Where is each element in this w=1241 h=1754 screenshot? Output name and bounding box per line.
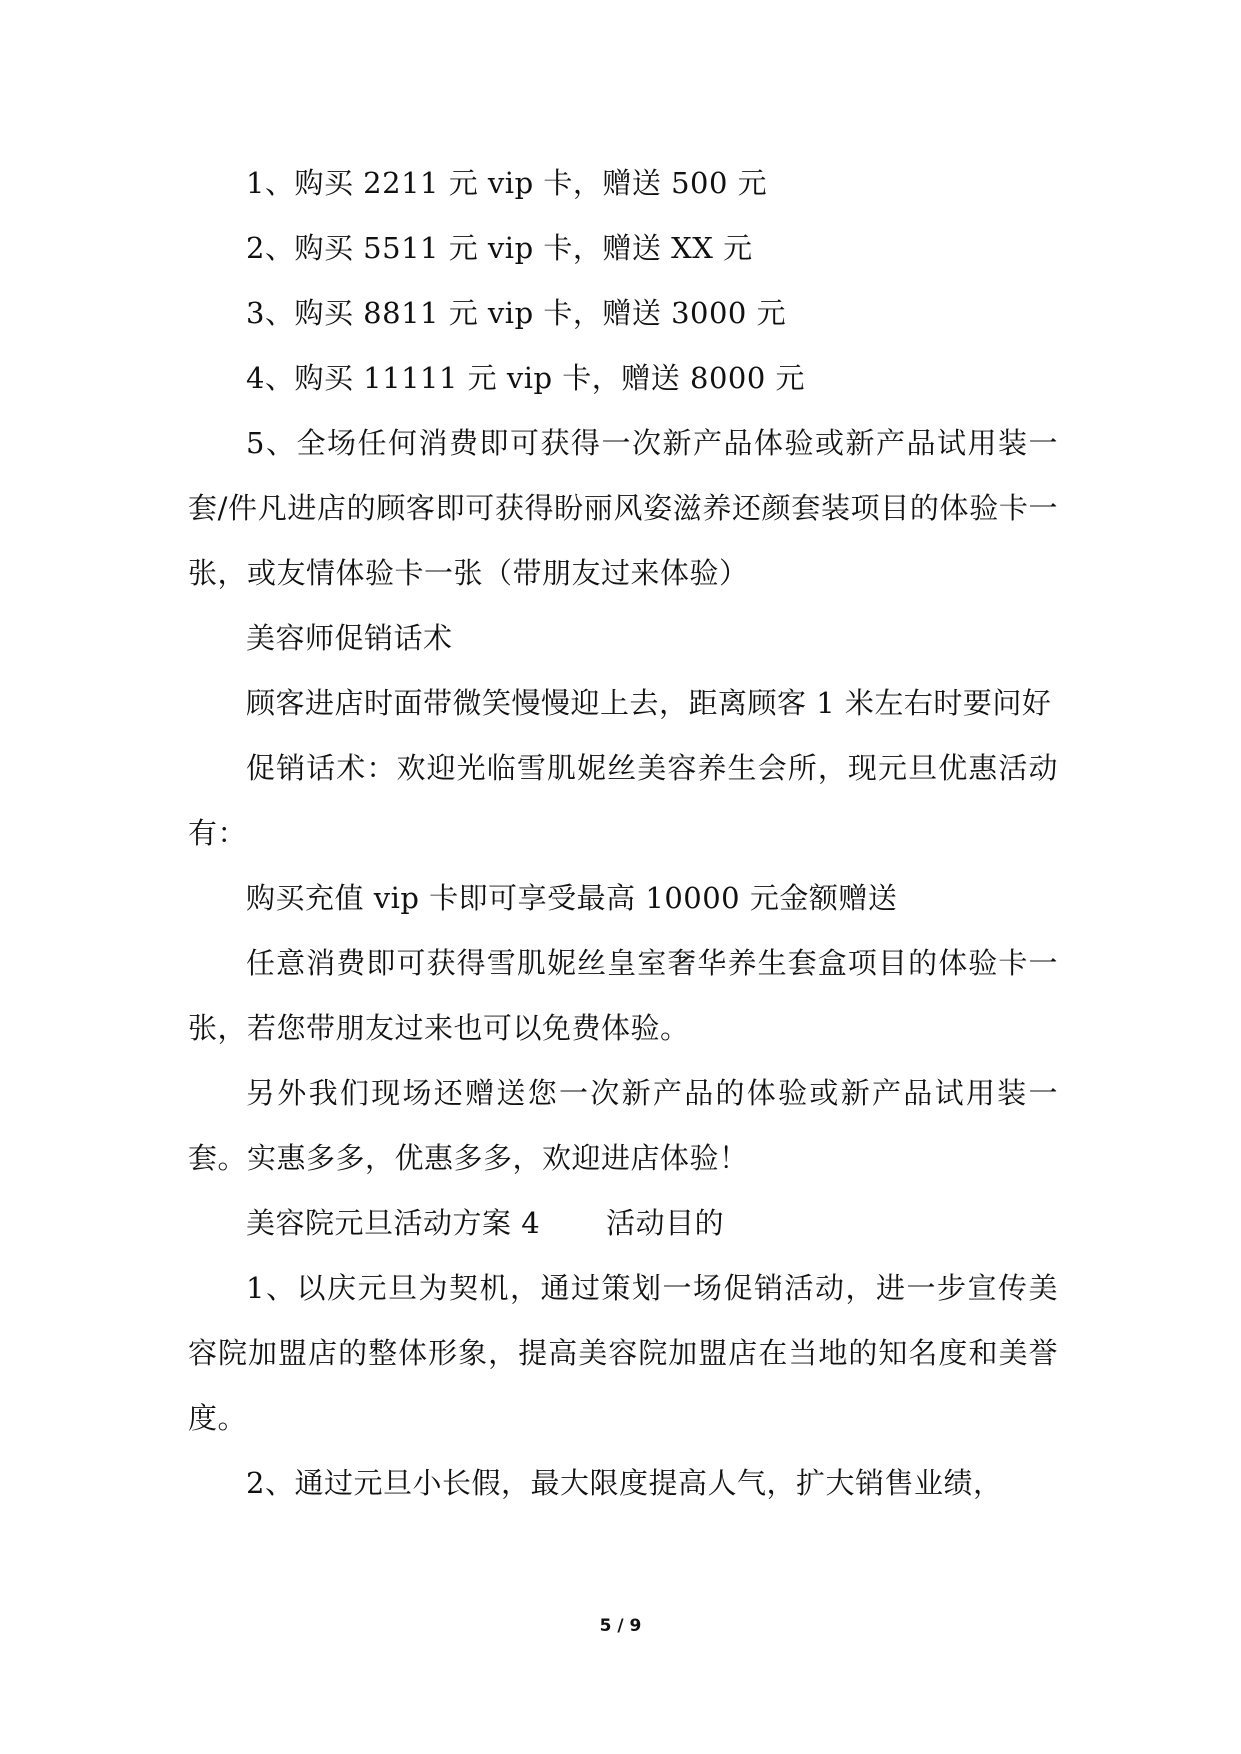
list-item: 1、以庆元旦为契机，通过策划一场促销活动，进一步宣传美容院加盟店的整体形象，提高美容院加盟店在当地的知名度和美誉度。	[188, 1271, 1058, 1435]
paragraph: 顾客进店时面带微笑慢慢迎上去，距离顾客 1 米左右时要问好	[246, 686, 1052, 720]
section-heading-subtitle: 活动目的	[606, 1206, 725, 1240]
list-item: 5、全场任何消费即可获得一次新产品体验或新产品试用装一套/件凡进店的顾客即可获得盼丽风姿滋养还颜套装项目的体验卡一张，或友情体验卡一张（带朋友过来体验）	[188, 426, 1058, 590]
page-number: 5 / 9	[599, 1616, 642, 1636]
list-item: 3、购买 8811 元 vip 卡，赠送 3000 元	[246, 296, 787, 330]
list-item: 2、购买 5511 元 vip 卡，赠送 XX 元	[246, 231, 753, 265]
paragraph: 任意消费即可获得雪肌妮丝皇室奢华养生套盒项目的体验卡一张，若您带朋友过来也可以免费体验。	[188, 946, 1058, 1045]
list-item: 1、购买 2211 元 vip 卡，赠送 500 元	[246, 166, 768, 200]
paragraph: 促销话术：欢迎光临雪肌妮丝美容养生会所，现元旦优惠活动有：	[188, 751, 1058, 850]
paragraph: 另外我们现场还赠送您一次新产品的体验或新产品试用装一套。实惠多多，优惠多多，欢迎进店体验！	[188, 1076, 1058, 1175]
section-heading	[188, 1191, 1058, 1256]
section-heading-title: 美容院元旦活动方案 4	[246, 1206, 541, 1240]
document-body	[188, 151, 1058, 1516]
list-item: 4、购买 11111 元 vip 卡，赠送 8000 元	[246, 361, 806, 395]
list-item: 2、通过元旦小长假，最大限度提高人气，扩大销售业绩，	[246, 1466, 1003, 1500]
subheading: 美容师促销话术	[246, 621, 453, 655]
paragraph: 购买充值 vip 卡即可享受最高 10000 元金额赠送	[246, 881, 898, 915]
